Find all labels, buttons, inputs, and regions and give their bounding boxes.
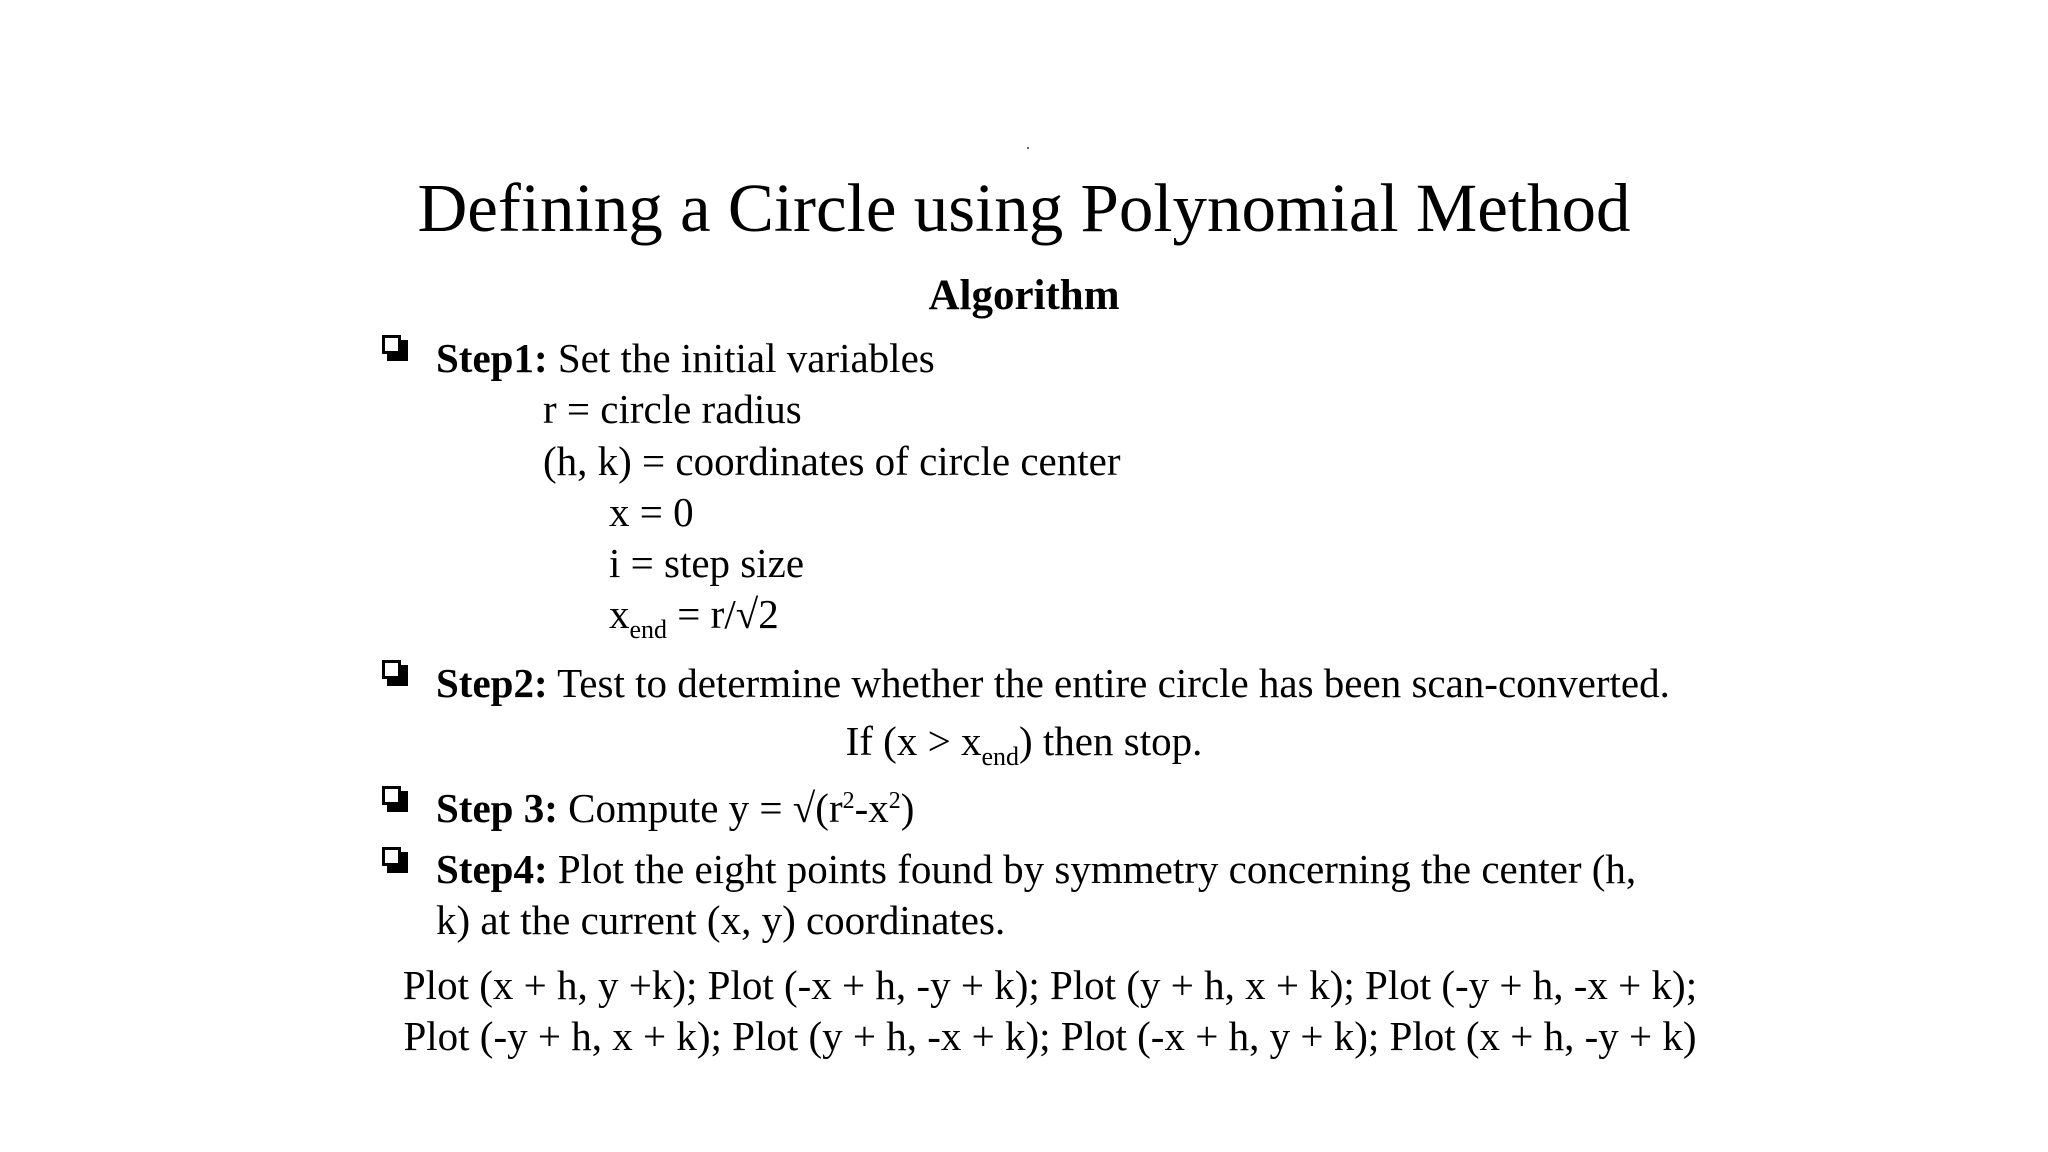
var-x: x = 0 — [609, 489, 694, 535]
step1-text: Set the initial variables — [547, 335, 935, 381]
stray-dot — [1027, 147, 1029, 149]
checkbox-bullet-icon — [382, 786, 401, 805]
var-center: (h, k) = coordinates of circle center — [543, 438, 1121, 484]
step4-line2: k) at the current (x, y) coordinates. — [436, 897, 1006, 943]
step3-label: Step 3: — [436, 785, 558, 831]
step1-label: Step1: — [436, 335, 548, 381]
step3-line — [436, 783, 914, 833]
step3-text-mid: -x — [854, 785, 889, 831]
cond-pre: If (x > x — [845, 718, 982, 764]
var-radius: r = circle radius — [543, 386, 802, 432]
xend-sub: end — [629, 615, 668, 644]
step2-condition — [0, 716, 2048, 771]
slide-title: Defining a Circle using Polynomial Method — [417, 170, 1631, 246]
plot-points-text: Plot (x + h, y +k); Plot (-x + h, -y + k); Plot (y + h, x + k); Plot (-y + h, -x + k); Plot (-y + h, x + k); Plot (y + h, -x + k); Plot (-x + h, y + k); Plot (x + h, -y + k) — [402, 962, 1698, 1059]
step4-label: Step4: — [436, 846, 548, 892]
cond-post: ) then stop. — [1019, 718, 1203, 764]
step2-line — [436, 658, 1670, 708]
var-step-size: i = step size — [609, 540, 805, 586]
checkbox-bullet-icon — [382, 660, 401, 679]
cond-sub: end — [981, 742, 1020, 771]
step3-sup2: 2 — [888, 788, 901, 814]
step1-line — [436, 333, 935, 383]
checkbox-bullet-icon — [382, 335, 401, 354]
xend-rest: = r/√2 — [667, 591, 779, 637]
step3-text-post: ) — [900, 785, 915, 831]
algorithm-heading: Algorithm — [928, 272, 1120, 319]
step2-text: Test to determine whether the entire circle has been scan-converted. — [547, 660, 1670, 706]
step4-line1 — [436, 844, 1636, 894]
step3-text-pre: Compute y = √(r — [557, 785, 843, 831]
checkbox-bullet-icon — [382, 847, 401, 866]
step3-sup1: 2 — [842, 788, 855, 814]
xend-base: x — [609, 591, 630, 637]
step2-label: Step2: — [436, 660, 548, 706]
step4-text-line1: Plot the eight points found by symmetry concerning the center (h, — [547, 846, 1637, 892]
var-xend — [609, 589, 779, 644]
